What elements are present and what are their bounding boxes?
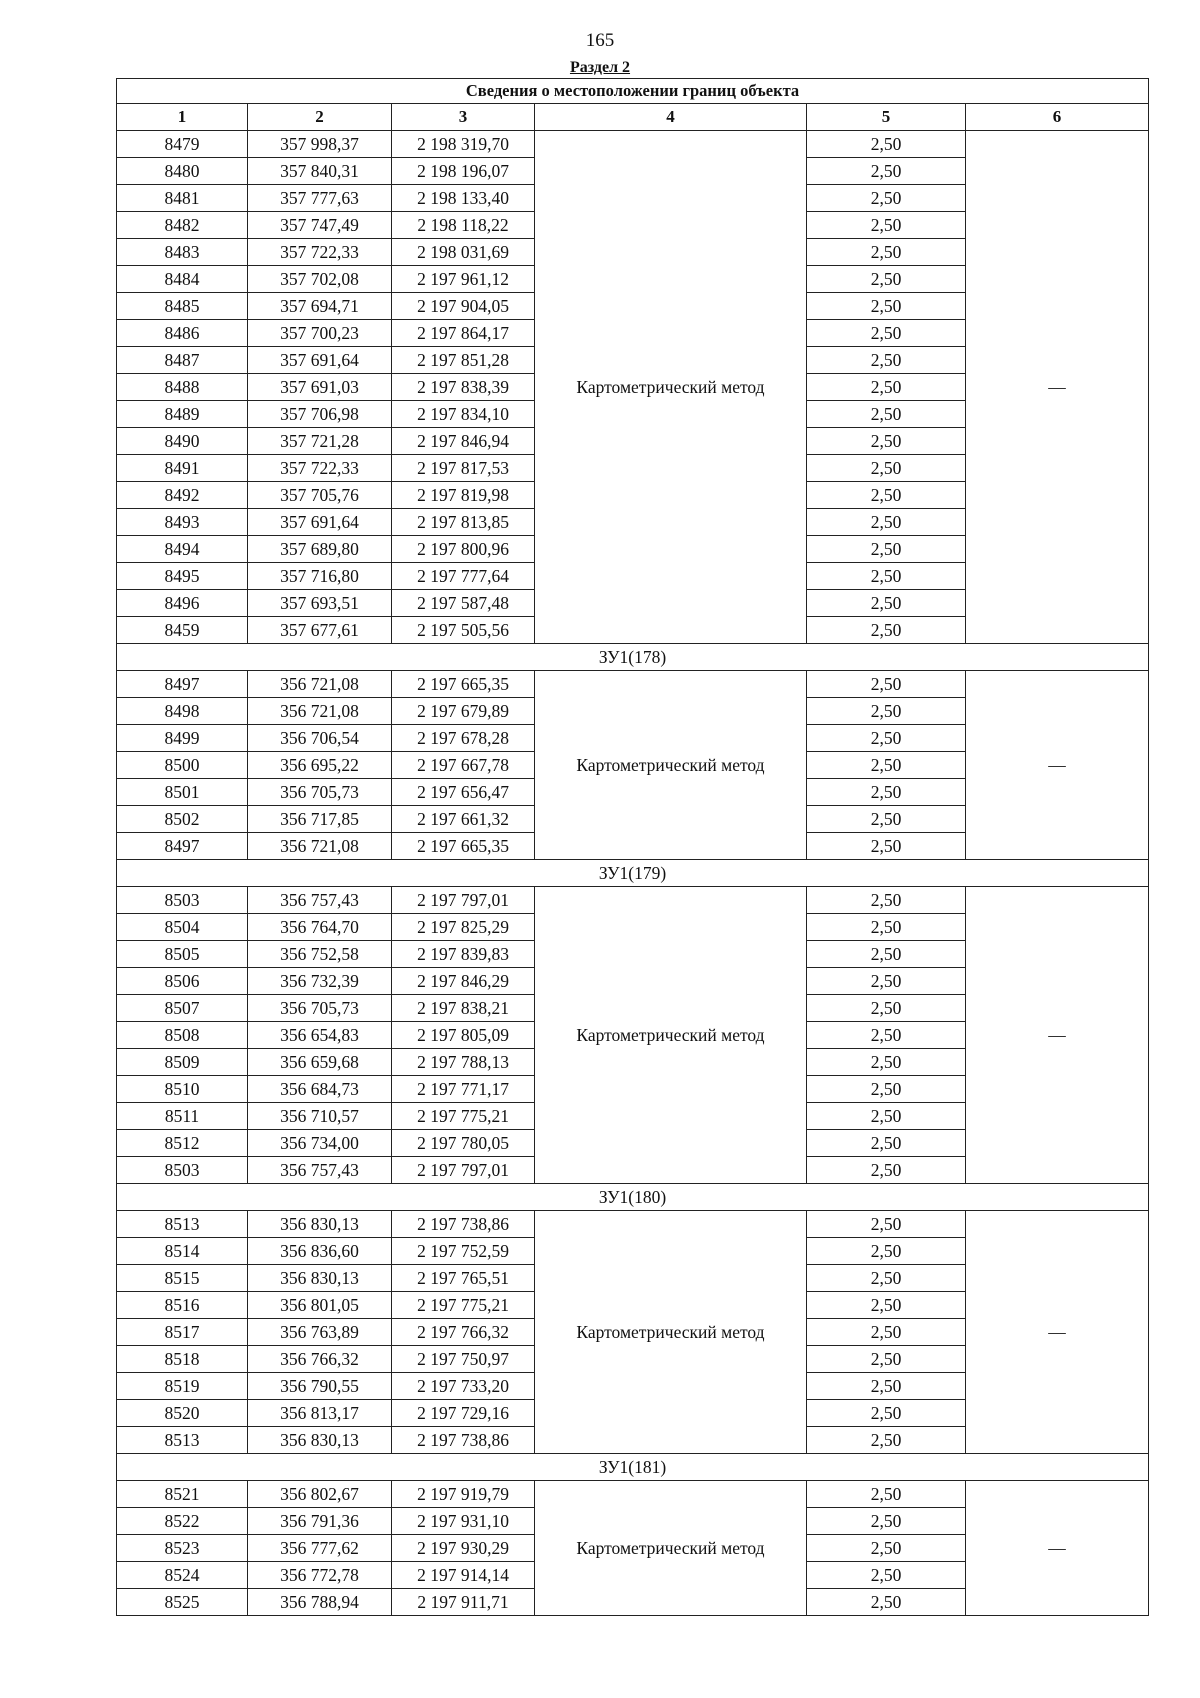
column-number: 4 [535,104,807,131]
y-coordinate-cell: 2 198 118,22 [392,212,535,239]
point-number-cell: 8492 [117,482,248,509]
x-coordinate-cell: 357 694,71 [248,293,392,320]
x-coordinate-cell: 357 677,61 [248,617,392,644]
x-coordinate-cell: 356 836,60 [248,1238,392,1265]
x-coordinate-cell: 357 691,03 [248,374,392,401]
y-coordinate-cell: 2 197 851,28 [392,347,535,374]
point-number-cell: 8519 [117,1373,248,1400]
y-coordinate-cell: 2 197 729,16 [392,1400,535,1427]
column-number: 3 [392,104,535,131]
point-number-cell: 8501 [117,779,248,806]
column-number: 1 [117,104,248,131]
x-coordinate-cell: 356 802,67 [248,1481,392,1508]
accuracy-cell: 2,50 [807,590,966,617]
x-coordinate-cell: 357 721,28 [248,428,392,455]
point-number-cell: 8494 [117,536,248,563]
table-body [117,79,1149,1616]
x-coordinate-cell: 356 721,08 [248,698,392,725]
point-number-cell: 8523 [117,1535,248,1562]
x-coordinate-cell: 356 791,36 [248,1508,392,1535]
accuracy-cell: 2,50 [807,266,966,293]
point-number-cell: 8521 [117,1481,248,1508]
y-coordinate-cell: 2 197 733,20 [392,1373,535,1400]
x-coordinate-cell: 356 788,94 [248,1589,392,1616]
y-coordinate-cell: 2 197 679,89 [392,698,535,725]
point-number-cell: 8489 [117,401,248,428]
y-coordinate-cell: 2 198 133,40 [392,185,535,212]
accuracy-cell: 2,50 [807,293,966,320]
x-coordinate-cell: 357 689,80 [248,536,392,563]
point-number-cell: 8505 [117,941,248,968]
accuracy-cell: 2,50 [807,1346,966,1373]
x-coordinate-cell: 356 763,89 [248,1319,392,1346]
column-number: 6 [966,104,1149,131]
point-number-cell: 8518 [117,1346,248,1373]
x-coordinate-cell: 356 764,70 [248,914,392,941]
x-coordinate-cell: 356 830,13 [248,1427,392,1454]
x-coordinate-cell: 356 721,08 [248,833,392,860]
coordinates-table [116,78,1149,1616]
y-coordinate-cell: 2 197 766,32 [392,1319,535,1346]
accuracy-cell: 2,50 [807,482,966,509]
point-number-cell: 8510 [117,1076,248,1103]
accuracy-cell: 2,50 [807,833,966,860]
point-number-cell: 8485 [117,293,248,320]
accuracy-cell: 2,50 [807,1211,966,1238]
point-number-cell: 8506 [117,968,248,995]
group-header-row [117,860,1149,887]
x-coordinate-cell: 357 691,64 [248,347,392,374]
accuracy-cell: 2,50 [807,1400,966,1427]
x-coordinate-cell: 357 700,23 [248,320,392,347]
table-row [117,131,1149,158]
accuracy-cell: 2,50 [807,374,966,401]
y-coordinate-cell: 2 197 839,83 [392,941,535,968]
point-number-cell: 8504 [117,914,248,941]
x-coordinate-cell: 356 752,58 [248,941,392,968]
y-coordinate-cell: 2 197 587,48 [392,590,535,617]
accuracy-cell: 2,50 [807,320,966,347]
x-coordinate-cell: 356 757,43 [248,887,392,914]
x-coordinate-cell: 356 777,62 [248,1535,392,1562]
table-row [117,887,1149,914]
accuracy-cell: 2,50 [807,1319,966,1346]
x-coordinate-cell: 356 705,73 [248,995,392,1022]
x-coordinate-cell: 356 710,57 [248,1103,392,1130]
method-cell: Картометрический метод [535,887,807,1184]
y-coordinate-cell: 2 197 738,86 [392,1211,535,1238]
point-number-cell: 8483 [117,239,248,266]
table-title-row [117,79,1149,104]
point-number-cell: 8499 [117,725,248,752]
y-coordinate-cell: 2 197 825,29 [392,914,535,941]
x-coordinate-cell: 356 813,17 [248,1400,392,1427]
y-coordinate-cell: 2 197 846,94 [392,428,535,455]
accuracy-cell: 2,50 [807,428,966,455]
y-coordinate-cell: 2 197 752,59 [392,1238,535,1265]
x-coordinate-cell: 357 705,76 [248,482,392,509]
point-number-cell: 8479 [117,131,248,158]
accuracy-cell: 2,50 [807,212,966,239]
accuracy-cell: 2,50 [807,563,966,590]
accuracy-cell: 2,50 [807,455,966,482]
point-number-cell: 8497 [117,833,248,860]
page-number: 165 [585,30,615,51]
y-coordinate-cell: 2 197 800,96 [392,536,535,563]
dash-cell: — [966,887,1149,1184]
accuracy-cell: 2,50 [807,752,966,779]
column-number-row [117,104,1149,131]
x-coordinate-cell: 357 702,08 [248,266,392,293]
x-coordinate-cell: 357 998,37 [248,131,392,158]
accuracy-cell: 2,50 [807,995,966,1022]
x-coordinate-cell: 357 722,33 [248,455,392,482]
x-coordinate-cell: 356 706,54 [248,725,392,752]
x-coordinate-cell: 356 734,00 [248,1130,392,1157]
accuracy-cell: 2,50 [807,887,966,914]
x-coordinate-cell: 356 684,73 [248,1076,392,1103]
accuracy-cell: 2,50 [807,1022,966,1049]
x-coordinate-cell: 356 695,22 [248,752,392,779]
x-coordinate-cell: 357 716,80 [248,563,392,590]
dash-cell: — [966,1211,1149,1454]
group-header-row [117,1454,1149,1481]
y-coordinate-cell: 2 197 777,64 [392,563,535,590]
y-coordinate-cell: 2 197 919,79 [392,1481,535,1508]
x-coordinate-cell: 356 654,83 [248,1022,392,1049]
x-coordinate-cell: 356 717,85 [248,806,392,833]
point-number-cell: 8520 [117,1400,248,1427]
y-coordinate-cell: 2 197 838,21 [392,995,535,1022]
point-number-cell: 8496 [117,590,248,617]
point-number-cell: 8509 [117,1049,248,1076]
point-number-cell: 8491 [117,455,248,482]
y-coordinate-cell: 2 197 846,29 [392,968,535,995]
x-coordinate-cell: 356 732,39 [248,968,392,995]
method-cell: Картометрический метод [535,671,807,860]
y-coordinate-cell: 2 197 797,01 [392,887,535,914]
group-header-row [117,1184,1149,1211]
y-coordinate-cell: 2 197 678,28 [392,725,535,752]
point-number-cell: 8503 [117,887,248,914]
accuracy-cell: 2,50 [807,1049,966,1076]
y-coordinate-cell: 2 197 505,56 [392,617,535,644]
y-coordinate-cell: 2 197 750,97 [392,1346,535,1373]
point-number-cell: 8484 [117,266,248,293]
column-number: 5 [807,104,966,131]
accuracy-cell: 2,50 [807,1535,966,1562]
method-cell: Картометрический метод [535,1481,807,1616]
x-coordinate-cell: 357 777,63 [248,185,392,212]
accuracy-cell: 2,50 [807,725,966,752]
y-coordinate-cell: 2 197 656,47 [392,779,535,806]
point-number-cell: 8515 [117,1265,248,1292]
accuracy-cell: 2,50 [807,185,966,212]
x-coordinate-cell: 356 757,43 [248,1157,392,1184]
accuracy-cell: 2,50 [807,806,966,833]
y-coordinate-cell: 2 197 864,17 [392,320,535,347]
table-row [117,671,1149,698]
point-number-cell: 8495 [117,563,248,590]
y-coordinate-cell: 2 197 904,05 [392,293,535,320]
point-number-cell: 8524 [117,1562,248,1589]
accuracy-cell: 2,50 [807,671,966,698]
x-coordinate-cell: 356 705,73 [248,779,392,806]
x-coordinate-cell: 356 772,78 [248,1562,392,1589]
accuracy-cell: 2,50 [807,1481,966,1508]
y-coordinate-cell: 2 198 319,70 [392,131,535,158]
y-coordinate-cell: 2 197 813,85 [392,509,535,536]
accuracy-cell: 2,50 [807,1076,966,1103]
point-number-cell: 8522 [117,1508,248,1535]
y-coordinate-cell: 2 197 665,35 [392,833,535,860]
accuracy-cell: 2,50 [807,698,966,725]
accuracy-cell: 2,50 [807,239,966,266]
table-title: Сведения о местоположении границ объекта [117,79,1149,104]
y-coordinate-cell: 2 197 780,05 [392,1130,535,1157]
point-number-cell: 8513 [117,1211,248,1238]
dash-cell: — [966,131,1149,644]
point-number-cell: 8503 [117,1157,248,1184]
point-number-cell: 8502 [117,806,248,833]
point-number-cell: 8516 [117,1292,248,1319]
y-coordinate-cell: 2 197 661,32 [392,806,535,833]
point-number-cell: 8497 [117,671,248,698]
point-number-cell: 8508 [117,1022,248,1049]
point-number-cell: 8493 [117,509,248,536]
section-title: Раздел 2 [569,59,631,76]
dash-cell: — [966,1481,1149,1616]
group-label: ЗУ1(180) [117,1184,1149,1211]
x-coordinate-cell: 357 840,31 [248,158,392,185]
y-coordinate-cell: 2 197 838,39 [392,374,535,401]
y-coordinate-cell: 2 198 031,69 [392,239,535,266]
x-coordinate-cell: 357 706,98 [248,401,392,428]
group-label: ЗУ1(178) [117,644,1149,671]
x-coordinate-cell: 356 830,13 [248,1211,392,1238]
x-coordinate-cell: 356 830,13 [248,1265,392,1292]
point-number-cell: 8482 [117,212,248,239]
x-coordinate-cell: 357 722,33 [248,239,392,266]
accuracy-cell: 2,50 [807,1373,966,1400]
y-coordinate-cell: 2 197 775,21 [392,1103,535,1130]
method-cell: Картометрический метод [535,1211,807,1454]
table-row [117,1211,1149,1238]
y-coordinate-cell: 2 197 914,14 [392,1562,535,1589]
accuracy-cell: 2,50 [807,158,966,185]
accuracy-cell: 2,50 [807,131,966,158]
accuracy-cell: 2,50 [807,1130,966,1157]
y-coordinate-cell: 2 197 911,71 [392,1589,535,1616]
accuracy-cell: 2,50 [807,941,966,968]
table-row [117,1481,1149,1508]
point-number-cell: 8511 [117,1103,248,1130]
y-coordinate-cell: 2 197 961,12 [392,266,535,293]
y-coordinate-cell: 2 197 667,78 [392,752,535,779]
accuracy-cell: 2,50 [807,1103,966,1130]
accuracy-cell: 2,50 [807,914,966,941]
group-header-row [117,644,1149,671]
point-number-cell: 8498 [117,698,248,725]
point-number-cell: 8459 [117,617,248,644]
accuracy-cell: 2,50 [807,401,966,428]
method-cell: Картометрический метод [535,131,807,644]
y-coordinate-cell: 2 197 765,51 [392,1265,535,1292]
y-coordinate-cell: 2 198 196,07 [392,158,535,185]
x-coordinate-cell: 357 747,49 [248,212,392,239]
point-number-cell: 8487 [117,347,248,374]
point-number-cell: 8486 [117,320,248,347]
x-coordinate-cell: 356 659,68 [248,1049,392,1076]
accuracy-cell: 2,50 [807,509,966,536]
x-coordinate-cell: 357 691,64 [248,509,392,536]
column-number: 2 [248,104,392,131]
group-label: ЗУ1(181) [117,1454,1149,1481]
x-coordinate-cell: 356 766,32 [248,1346,392,1373]
y-coordinate-cell: 2 197 775,21 [392,1292,535,1319]
y-coordinate-cell: 2 197 834,10 [392,401,535,428]
x-coordinate-cell: 356 721,08 [248,671,392,698]
accuracy-cell: 2,50 [807,1157,966,1184]
point-number-cell: 8490 [117,428,248,455]
point-number-cell: 8514 [117,1238,248,1265]
y-coordinate-cell: 2 197 771,17 [392,1076,535,1103]
accuracy-cell: 2,50 [807,1589,966,1616]
group-label: ЗУ1(179) [117,860,1149,887]
point-number-cell: 8507 [117,995,248,1022]
y-coordinate-cell: 2 197 665,35 [392,671,535,698]
accuracy-cell: 2,50 [807,536,966,563]
point-number-cell: 8512 [117,1130,248,1157]
y-coordinate-cell: 2 197 819,98 [392,482,535,509]
accuracy-cell: 2,50 [807,1265,966,1292]
accuracy-cell: 2,50 [807,617,966,644]
accuracy-cell: 2,50 [807,347,966,374]
accuracy-cell: 2,50 [807,779,966,806]
y-coordinate-cell: 2 197 738,86 [392,1427,535,1454]
point-number-cell: 8481 [117,185,248,212]
x-coordinate-cell: 357 693,51 [248,590,392,617]
point-number-cell: 8513 [117,1427,248,1454]
dash-cell: — [966,671,1149,860]
y-coordinate-cell: 2 197 797,01 [392,1157,535,1184]
y-coordinate-cell: 2 197 817,53 [392,455,535,482]
point-number-cell: 8500 [117,752,248,779]
y-coordinate-cell: 2 197 788,13 [392,1049,535,1076]
point-number-cell: 8517 [117,1319,248,1346]
accuracy-cell: 2,50 [807,1427,966,1454]
y-coordinate-cell: 2 197 930,29 [392,1535,535,1562]
y-coordinate-cell: 2 197 805,09 [392,1022,535,1049]
point-number-cell: 8480 [117,158,248,185]
y-coordinate-cell: 2 197 931,10 [392,1508,535,1535]
accuracy-cell: 2,50 [807,1238,966,1265]
accuracy-cell: 2,50 [807,1292,966,1319]
x-coordinate-cell: 356 801,05 [248,1292,392,1319]
accuracy-cell: 2,50 [807,968,966,995]
accuracy-cell: 2,50 [807,1508,966,1535]
point-number-cell: 8488 [117,374,248,401]
point-number-cell: 8525 [117,1589,248,1616]
accuracy-cell: 2,50 [807,1562,966,1589]
x-coordinate-cell: 356 790,55 [248,1373,392,1400]
